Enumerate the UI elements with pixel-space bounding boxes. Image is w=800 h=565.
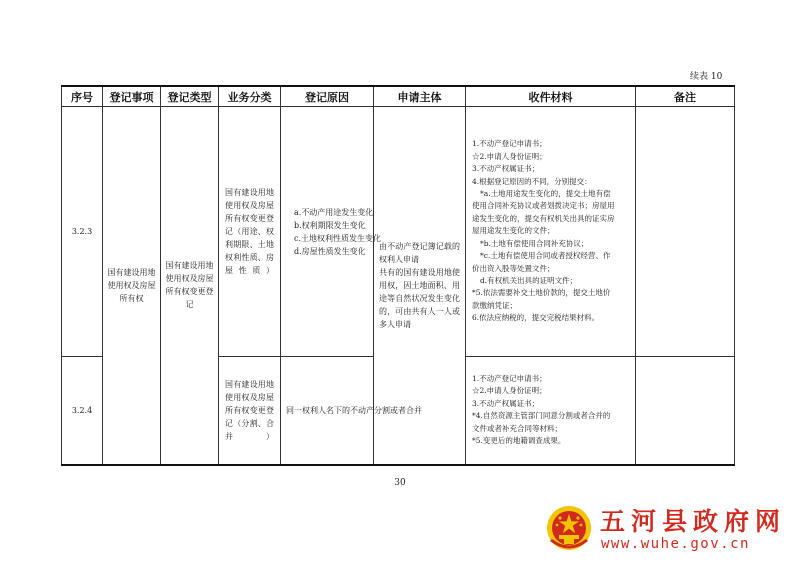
list-item: 6.依法应纳税的，提交完税结果材料。: [472, 313, 600, 323]
list-item: *4.自然资源主管部门同意分割或者合并的: [472, 411, 611, 421]
table-row: [62, 107, 735, 357]
list-item: ☆2.申请人身份证明；: [472, 151, 547, 161]
matter-cell: [103, 107, 161, 465]
continued-label: 续表 10: [690, 72, 723, 82]
site-url: www.wuhe.gov.cn: [601, 536, 750, 552]
materials-cell: [466, 107, 636, 357]
remark-cell: [636, 357, 735, 465]
applicant: 由不动产登记簿记载的权利人申请 共有的国有建设用地使用权，因土地面积、用途等自然状况发生变化的，可由共有人一人或多人申请: [379, 241, 460, 329]
table-header-row: [62, 86, 735, 107]
header-matter: 登记事项: [103, 86, 161, 107]
business-cell: [219, 357, 281, 465]
registration-reasons: [281, 404, 422, 417]
list-item: 屋用途发生变化的文件；: [472, 226, 555, 236]
list-item: 价出资入股等处置文件；: [472, 263, 555, 273]
list-item: 文件或者补充合同等材料；: [472, 423, 562, 433]
list-item: *5.依法需要补交土地价款的，提交土地价: [472, 288, 611, 298]
remark-cell: [636, 107, 735, 357]
registration-matter: 国有建设用地使用权及房屋所有权: [107, 267, 156, 303]
list-item: *a.土地用途发生变化的，提交土地有偿: [480, 189, 611, 199]
list-item: 使用合同补充协议或者划拨决定书；房屋用: [472, 201, 615, 211]
materials-list: [466, 373, 635, 447]
list-item: d.有权机关出具的证明文件；: [480, 275, 578, 285]
header-business: 业务分类: [219, 86, 281, 107]
list-item: 4.根据登记原因的不同，分别提交：: [472, 176, 592, 186]
list-item: d.房屋性质发生变化: [294, 246, 366, 256]
list-item: *b.土地有偿使用合同补充协议；: [480, 238, 589, 248]
row-seq-cell: [62, 107, 103, 357]
header-reason: 登记原因: [281, 86, 374, 107]
list-item: c.土地权利性质发生变化: [294, 233, 382, 243]
list-item: a.不动产用途发生变化: [294, 207, 374, 217]
header-remark: 备注: [636, 86, 735, 107]
list-item: *c.土地有偿使用合同或者授权经营、作: [480, 251, 611, 261]
business-category: 国有建设用地使用权及房屋所有权变更登记（分割、合并）: [225, 379, 274, 441]
page-number: 30: [394, 478, 406, 488]
list-item: *5.变更后的地籍调查成果。: [472, 436, 566, 446]
reason-cell: [281, 357, 422, 465]
header-materials: 收件材料: [466, 86, 636, 107]
site-watermark: [545, 502, 800, 565]
header-applicant: 申请主体: [374, 86, 466, 107]
site-name: 五河县政府网: [600, 507, 787, 536]
list-item: 3.不动产权属证书；: [472, 164, 540, 174]
row-seq: 3.2.3: [71, 227, 93, 236]
list-item: 途发生变化的，提交有权机关出具的证实房: [472, 213, 615, 223]
reason-cell: [281, 107, 382, 357]
registration-reasons: [281, 206, 382, 258]
registration-type: 国有建设用地使用权及房屋所有权变更登记: [165, 261, 214, 310]
materials-list: [466, 138, 635, 324]
row-seq: 3.2.4: [71, 405, 93, 415]
list-item: 1.不动产登记申请书；: [472, 374, 547, 384]
row-seq-cell: [62, 357, 103, 465]
national-emblem-icon: [545, 504, 593, 552]
list-item: ☆2.申请人身份证明；: [472, 386, 547, 396]
list-item: 1.不动产登记申请书；: [472, 139, 547, 149]
registration-table: [61, 85, 735, 466]
list-item: 3.不动产权属证书；: [472, 398, 540, 408]
type-cell: [161, 107, 219, 465]
list-item: b.权利期限发生变化: [294, 220, 366, 230]
header-type: 登记类型: [161, 86, 219, 107]
header-seq: 序号: [62, 86, 103, 107]
list-item: 同一权利人名下的不动产分割或者合并: [286, 405, 422, 415]
business-category: 国有建设用地使用权及房屋所有权变更登记（用途、权利期限、土地权利性质、房屋性质）: [225, 188, 274, 275]
business-cell: [219, 107, 281, 357]
list-item: 款缴纳凭证；: [472, 300, 517, 310]
materials-cell: [466, 357, 636, 465]
